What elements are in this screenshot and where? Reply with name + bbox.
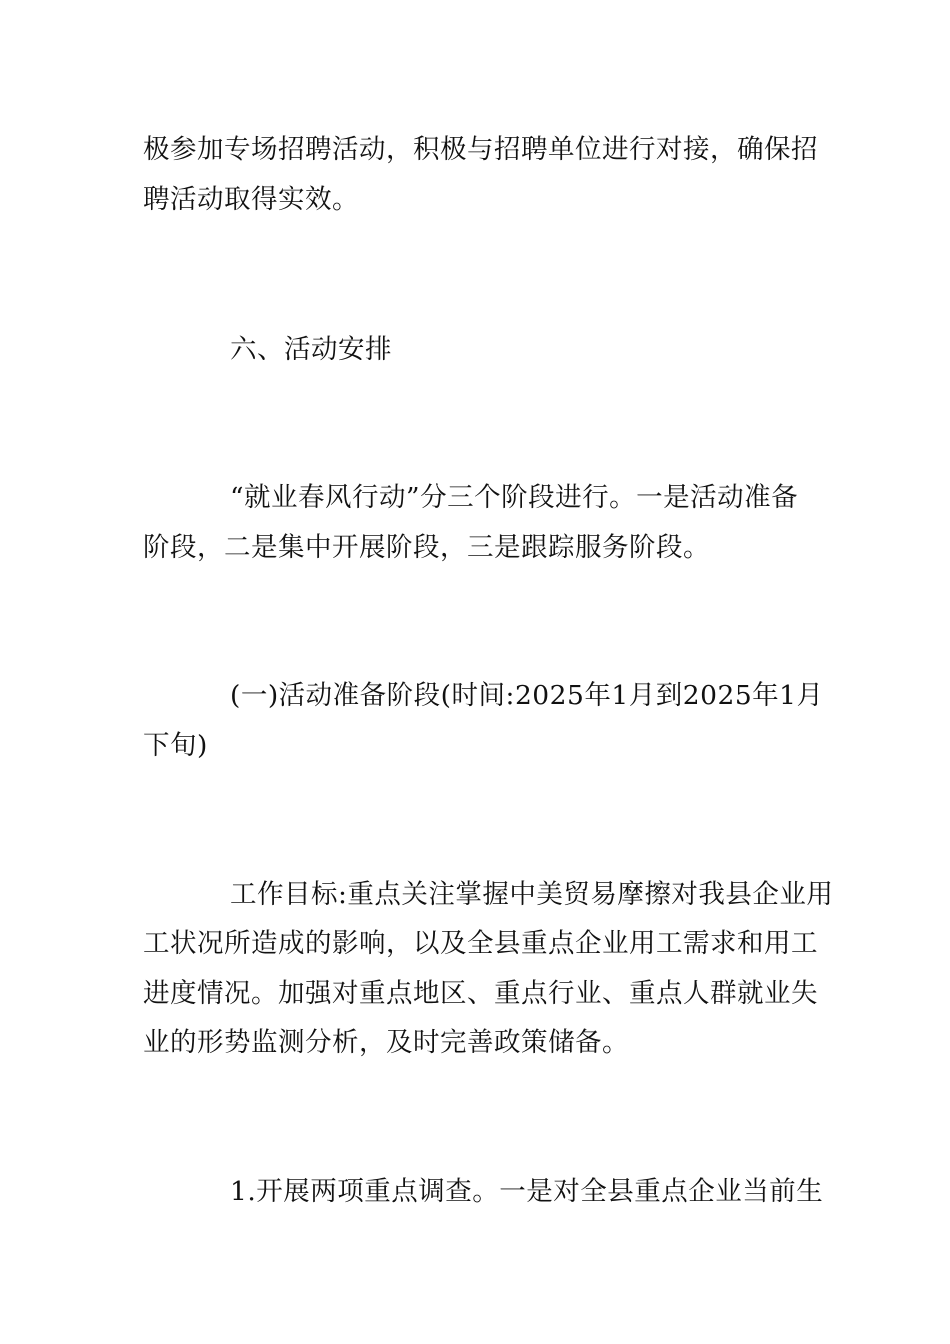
paragraph-line: 聘活动取得实效。	[143, 184, 359, 215]
paragraph-line: 工状况所造成的影响，以及全县重点企业用工需求和用工	[143, 928, 818, 959]
paragraph-line: 进度情况。加强对重点地区、重点行业、重点人群就业失	[143, 978, 818, 1009]
subsection-heading: (一)活动准备阶段(时间:2025年1月到2025年1月	[230, 680, 824, 711]
paragraph-line: 1.开展两项重点调查。一是对全县重点企业当前生	[230, 1176, 824, 1207]
paragraph-line: “就业春风行动”分三个阶段进行。一是活动准备	[230, 482, 799, 513]
paragraph-line: 业的形势监测分析，及时完善政策储备。	[143, 1027, 629, 1058]
paragraph-line: 工作目标:重点关注掌握中美贸易摩擦对我县企业用	[230, 879, 834, 910]
paragraph-line: 阶段，二是集中开展阶段，三是跟踪服务阶段。	[143, 532, 710, 563]
paragraph-line: 极参加专场招聘活动，积极与招聘单位进行对接，确保招	[143, 134, 818, 165]
section-heading: 六、活动安排	[230, 334, 392, 365]
subsection-heading-cont: 下旬)	[143, 730, 208, 761]
